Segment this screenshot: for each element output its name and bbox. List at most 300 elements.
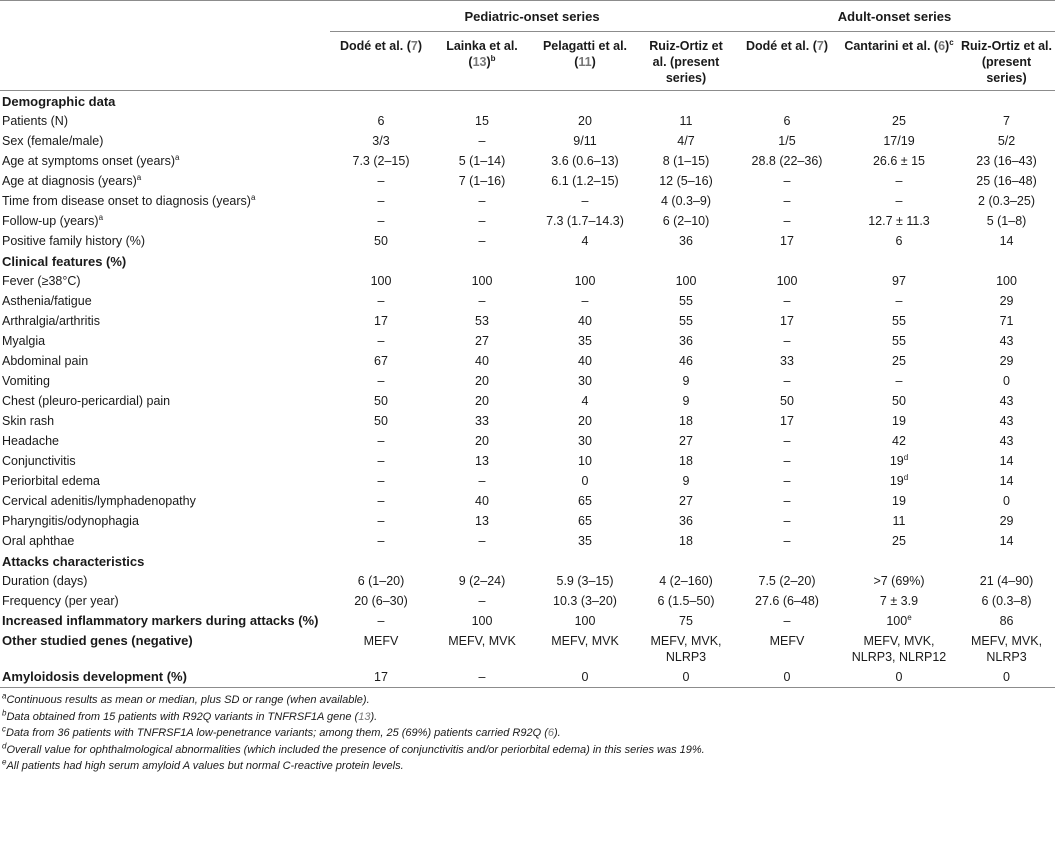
table-cell [330, 151, 432, 171]
footnote-mark: d [903, 472, 909, 482]
cell-value: 21 (4–90) [979, 574, 1034, 588]
cell-value: 4 [581, 394, 589, 408]
table-cell [734, 191, 840, 211]
cell-value: – [581, 194, 589, 208]
table-row [0, 111, 1055, 131]
study-name: Dodé et al. [746, 39, 810, 53]
table-cell [958, 191, 1055, 211]
row-label-cell [0, 111, 330, 131]
table-cell [638, 291, 734, 311]
cell-value: 97 [892, 274, 906, 288]
cell-value: 0 [895, 670, 903, 684]
study-header: Dodé et al. (7) [340, 39, 422, 53]
table-cell [638, 511, 734, 531]
table-cell [840, 591, 958, 611]
cell-value: 14 [999, 474, 1014, 488]
section-title: Demographic data [2, 94, 116, 109]
table-cell [734, 611, 840, 631]
cell-value: 100 [776, 274, 798, 288]
table-cell [958, 271, 1055, 291]
cell-value: – [377, 434, 385, 448]
cell-value: – [377, 294, 385, 308]
cell-value: – [377, 214, 385, 228]
cell-value: 14 [999, 234, 1014, 248]
cell-value: 20 (6–30) [354, 594, 408, 608]
table-cell [734, 271, 840, 291]
table-cell [958, 471, 1055, 491]
table-cell [638, 471, 734, 491]
cell-value: 100 [675, 274, 697, 288]
table-cell [638, 191, 734, 211]
study-header: Pelagatti et al. (11) [542, 39, 628, 69]
group-header-row [0, 1, 1055, 32]
cell-value: 100 [370, 274, 392, 288]
cell-value: 6 (2–10) [662, 214, 710, 228]
table-cell [432, 511, 532, 531]
table-cell [532, 631, 638, 667]
table-cell [330, 491, 432, 511]
cell-value: 19 [889, 474, 904, 488]
cell-value: 50 [374, 234, 388, 248]
table-cell [330, 291, 432, 311]
cell-value: – [783, 374, 791, 388]
table-cell [532, 271, 638, 291]
pediatric-group-header: Pediatric-onset series [330, 1, 734, 32]
row-label-cell [0, 591, 330, 611]
cell-value: 5 (1–8) [986, 214, 1027, 228]
cell-value: 10.3 (3–20) [553, 594, 617, 608]
table-cell [840, 611, 958, 631]
table-cell [958, 111, 1055, 131]
table-cell [330, 511, 432, 531]
table-cell [330, 231, 432, 251]
study-name: Pelagatti et al. [542, 39, 628, 53]
table-cell [734, 171, 840, 191]
study-ref: 7 [410, 39, 418, 53]
cell-value: 0 [1003, 494, 1010, 508]
table-cell [840, 171, 958, 191]
table-cell [330, 111, 432, 131]
table-cell [734, 491, 840, 511]
cell-value: 100 [471, 274, 493, 288]
cell-value: 43 [999, 414, 1014, 428]
cell-value: 50 [374, 394, 388, 408]
table-cell [734, 211, 840, 231]
table-cell [958, 631, 1055, 667]
row-label-cell [0, 431, 330, 451]
table-cell [840, 291, 958, 311]
row-label-cell [0, 511, 330, 531]
cell-value: 40 [475, 354, 489, 368]
table-cell [840, 431, 958, 451]
cell-value: 71 [999, 314, 1014, 328]
cell-value: 11 [892, 514, 906, 528]
cell-value: 9 [682, 374, 690, 388]
table-cell [734, 451, 840, 471]
cell-value: 3.6 (0.6–13) [551, 154, 619, 168]
cell-value: 12.7 ± 11.3 [868, 214, 930, 228]
table-cell [432, 171, 532, 191]
table-row [0, 371, 1055, 391]
cell-value: 29 [999, 354, 1014, 368]
table-cell [432, 191, 532, 211]
cell-value: 11 [679, 114, 693, 128]
cell-value: – [478, 594, 486, 608]
table-cell [840, 511, 958, 531]
table-cell [958, 411, 1055, 431]
row-label-cell [0, 571, 330, 591]
adult-group-header: Adult-onset series [734, 1, 1055, 32]
study-ref: 13 [472, 55, 487, 69]
row-label: Vomiting [2, 374, 50, 388]
cell-value: 10 [578, 454, 592, 468]
cell-value: 43 [999, 394, 1014, 408]
table-row [0, 391, 1055, 411]
study-name: Cantarini et al. [844, 39, 931, 53]
cell-value: 7.3 (1.7–14.3) [546, 214, 624, 228]
table-row [0, 351, 1055, 371]
table-cell [638, 667, 734, 688]
table-cell [532, 491, 638, 511]
table-cell [432, 231, 532, 251]
cell-value: 0 [581, 474, 589, 488]
cell-value: – [895, 294, 903, 308]
cell-value: 100 [574, 614, 596, 628]
table-cell [840, 111, 958, 131]
table-row [0, 151, 1055, 171]
cell-value: 18 [679, 414, 693, 428]
table-row [0, 511, 1055, 531]
table-cell [958, 571, 1055, 591]
row-label-cell [0, 271, 330, 291]
cell-value: 27 [475, 334, 489, 348]
cell-value: 36 [679, 514, 693, 528]
table-row [0, 191, 1055, 211]
row-label: Arthralgia/arthritis [2, 314, 100, 328]
cell-value: 17 [780, 414, 794, 428]
cell-value: 43 [999, 434, 1014, 448]
cell-value: 65 [578, 514, 592, 528]
table-cell [840, 571, 958, 591]
table-cell [330, 631, 432, 667]
table-cell [840, 491, 958, 511]
cell-value: 7 (1–16) [458, 174, 506, 188]
study-name: Lainka et al. [446, 39, 518, 53]
cell-value: 25 (16–48) [976, 174, 1037, 188]
table-cell [532, 291, 638, 311]
cell-value: – [377, 474, 385, 488]
table-cell [638, 491, 734, 511]
cell-value: 30 [578, 374, 592, 388]
table-cell [432, 311, 532, 331]
table-cell [638, 131, 734, 151]
cell-value: 15 [475, 114, 489, 128]
study-header-row [0, 32, 1055, 91]
cell-value: 50 [780, 394, 794, 408]
cell-value: – [377, 494, 385, 508]
footnote-mark: a [174, 152, 180, 162]
row-label: Amyloidosis development (%) [2, 669, 187, 684]
cell-value: MEFV [769, 634, 805, 648]
table-row [0, 171, 1055, 191]
cell-value: 100 [471, 614, 493, 628]
table-cell [432, 571, 532, 591]
cell-value: – [377, 534, 385, 548]
table-cell [958, 171, 1055, 191]
cell-value: 25 [892, 534, 906, 548]
table-row [0, 611, 1055, 631]
table-row [0, 591, 1055, 611]
table-cell [958, 491, 1055, 511]
table-cell [432, 631, 532, 667]
table-cell [958, 591, 1055, 611]
cell-value: 6 (1–20) [357, 574, 405, 588]
cell-value: 4 (0.3–9) [660, 194, 712, 208]
table-cell [638, 631, 734, 667]
cell-value: 43 [999, 334, 1014, 348]
table-row [0, 491, 1055, 511]
table-cell [638, 611, 734, 631]
row-label: Oral aphthae [2, 534, 75, 548]
cell-value: – [377, 454, 385, 468]
cell-value: 0 [581, 670, 589, 684]
cell-value: 5 (1–14) [458, 154, 506, 168]
table-cell [734, 331, 840, 351]
table-cell [840, 131, 958, 151]
study-name: Dodé et al. [340, 39, 404, 53]
table-cell [734, 151, 840, 171]
table-cell [638, 151, 734, 171]
cell-value: 13 [475, 454, 489, 468]
table-cell [734, 571, 840, 591]
cell-value: 67 [374, 354, 388, 368]
study-footnote-mark: c [949, 37, 954, 47]
table-cell [734, 371, 840, 391]
cell-value: 7.3 (2–15) [352, 154, 410, 168]
cell-value: 65 [578, 494, 592, 508]
cell-value: – [783, 494, 791, 508]
cell-value: 0 [783, 670, 791, 684]
table-cell [432, 351, 532, 371]
cell-value: 9 (2–24) [458, 574, 506, 588]
table-cell [432, 431, 532, 451]
cell-value: 53 [475, 314, 489, 328]
cell-value: 40 [578, 314, 592, 328]
footnote-c: $^c$Data from 36 patients with TNFRSF1A low-penetrance variants; among them, 25 (69%) patients carried R92Q (6). [2, 724, 561, 739]
cell-value: 4/7 [677, 134, 695, 148]
table-cell [532, 511, 638, 531]
row-label-cell [0, 211, 330, 231]
row-label: Patients (N) [2, 114, 68, 128]
footnote-mark: a [136, 172, 142, 182]
cell-value: – [783, 514, 791, 528]
table-cell [958, 211, 1055, 231]
footnote-d: $^d$Overall value for ophthalmological abnormalities (which included the presence of conjunctivitis and/or periorbital edema) in this series was 19%. [2, 740, 705, 756]
section-header-row [0, 91, 1055, 112]
row-label-cell [0, 291, 330, 311]
cell-value: 100 [574, 274, 596, 288]
cell-value: 20 [475, 394, 489, 408]
table-cell [840, 191, 958, 211]
cell-value: 27 [679, 434, 693, 448]
cell-value: 25 [892, 354, 906, 368]
cell-value: 26.6 ± 15 [872, 154, 926, 168]
cell-value: 17 [780, 314, 794, 328]
row-label-cell [0, 631, 330, 667]
table-cell [532, 151, 638, 171]
table-cell [734, 231, 840, 251]
study-name: Ruiz-Ortiz et al. (present series) [961, 39, 1052, 85]
study-ref: 7 [816, 39, 824, 53]
table-cell [432, 531, 532, 551]
table-cell [330, 191, 432, 211]
cell-value: 17 [374, 670, 388, 684]
table-row [0, 631, 1055, 667]
table-cell [958, 311, 1055, 331]
cell-value: 9/11 [573, 134, 597, 148]
table-cell [330, 311, 432, 331]
study-name: Ruiz-Ortiz et al. (present series) [649, 39, 723, 85]
table-cell [532, 451, 638, 471]
table-cell [532, 667, 638, 688]
cell-value: 20 [578, 114, 592, 128]
table-cell [840, 471, 958, 491]
cell-value: – [377, 514, 385, 528]
cell-value: – [783, 434, 791, 448]
footnote-mark: e [907, 612, 912, 622]
cell-value: MEFV, MVK [448, 634, 516, 648]
table-cell [638, 311, 734, 331]
table-cell [432, 391, 532, 411]
table-cell [734, 531, 840, 551]
table-cell [532, 391, 638, 411]
cell-value: 7 [1003, 114, 1010, 128]
row-label: Abdominal pain [2, 354, 89, 368]
row-label: Pharyngitis/odynophagia [2, 514, 139, 528]
table-row [0, 451, 1055, 471]
row-label-cell [0, 191, 330, 211]
table-row [0, 331, 1055, 351]
table-cell [532, 591, 638, 611]
cell-value: 19 [889, 454, 904, 468]
table-cell [532, 571, 638, 591]
table-row [0, 431, 1055, 451]
cell-value: – [783, 534, 791, 548]
table-cell [532, 431, 638, 451]
study-header [638, 32, 734, 91]
table-cell [532, 351, 638, 371]
cell-value: 42 [892, 434, 906, 448]
cell-value: – [377, 614, 385, 628]
cell-value: 1/5 [778, 134, 796, 148]
cell-value: – [478, 234, 486, 248]
cell-value: 9 [682, 394, 690, 408]
cell-value: – [377, 194, 385, 208]
row-label-cell [0, 351, 330, 371]
cell-value: 18 [679, 534, 693, 548]
cell-value: 6 (1.5–50) [657, 594, 715, 608]
table-cell [532, 611, 638, 631]
table-cell [638, 171, 734, 191]
table-cell [330, 391, 432, 411]
cell-value: 75 [679, 614, 693, 628]
table-cell [532, 531, 638, 551]
cell-value: 50 [892, 394, 906, 408]
cell-value: 20 [475, 374, 489, 388]
table-row [0, 531, 1055, 551]
table-cell [840, 631, 958, 667]
row-label: Positive family history (%) [2, 234, 146, 248]
cell-value: 5.9 (3–15) [556, 574, 614, 588]
table-row [0, 291, 1055, 311]
cell-value: 6 [377, 114, 385, 128]
table-cell [734, 511, 840, 531]
cell-value: MEFV [363, 634, 399, 648]
table-cell [432, 491, 532, 511]
table-cell [432, 211, 532, 231]
row-label: Time from disease onset to diagnosis (years) [2, 194, 251, 208]
cell-value: – [783, 614, 791, 628]
row-label: Asthenia/fatigue [2, 294, 92, 308]
footnote-mark: a [250, 192, 256, 202]
footnote-a: $^a$Continuous results as mean or median, plus SD or range (when available). [2, 691, 370, 706]
cell-value: 100 [996, 274, 1017, 288]
table-cell [432, 667, 532, 688]
table-cell [734, 631, 840, 667]
table-cell [734, 111, 840, 131]
table-cell [958, 451, 1055, 471]
table-cell [638, 231, 734, 251]
cell-value: 100 [886, 614, 908, 628]
cell-value: – [783, 474, 791, 488]
table-cell [638, 411, 734, 431]
table-cell [432, 591, 532, 611]
cell-value: – [783, 214, 791, 228]
row-label: Frequency (per year) [2, 594, 119, 608]
row-label: Other studied genes (negative) [2, 633, 193, 648]
cell-value: MEFV, MVK, NLRP3 [970, 634, 1043, 664]
table-row [0, 311, 1055, 331]
cell-value: 27 [679, 494, 693, 508]
table-cell [638, 451, 734, 471]
cell-value: 55 [679, 294, 693, 308]
footnote-e: $^e$All patients had high serum amyloid A values but normal C-reactive protein levels. [2, 757, 404, 772]
cell-value: 86 [999, 614, 1014, 628]
table-cell [330, 531, 432, 551]
cell-value: 2 (0.3–25) [978, 194, 1035, 208]
table-cell [330, 471, 432, 491]
table-cell [432, 151, 532, 171]
cell-value: 7 ± 3.9 [879, 594, 919, 608]
table-cell [840, 211, 958, 231]
row-label-cell [0, 471, 330, 491]
cell-value: 35 [578, 334, 592, 348]
cell-value: 29 [999, 514, 1014, 528]
table-cell [532, 211, 638, 231]
table-cell [532, 411, 638, 431]
study-footnote-mark: b [490, 53, 496, 63]
table-body [0, 91, 1055, 688]
table-cell [330, 171, 432, 191]
footnote-b: $^b$Data obtained from 15 patients with R92Q variants in TNFRSF1A gene (13). [2, 707, 378, 723]
section-title: Attacks characteristics [2, 554, 145, 569]
cell-value: 4 [581, 234, 589, 248]
cell-value: 55 [679, 314, 693, 328]
cell-value: – [783, 454, 791, 468]
table-cell [432, 331, 532, 351]
cell-value: 0 [1003, 670, 1010, 684]
section-header-row [0, 551, 1055, 571]
